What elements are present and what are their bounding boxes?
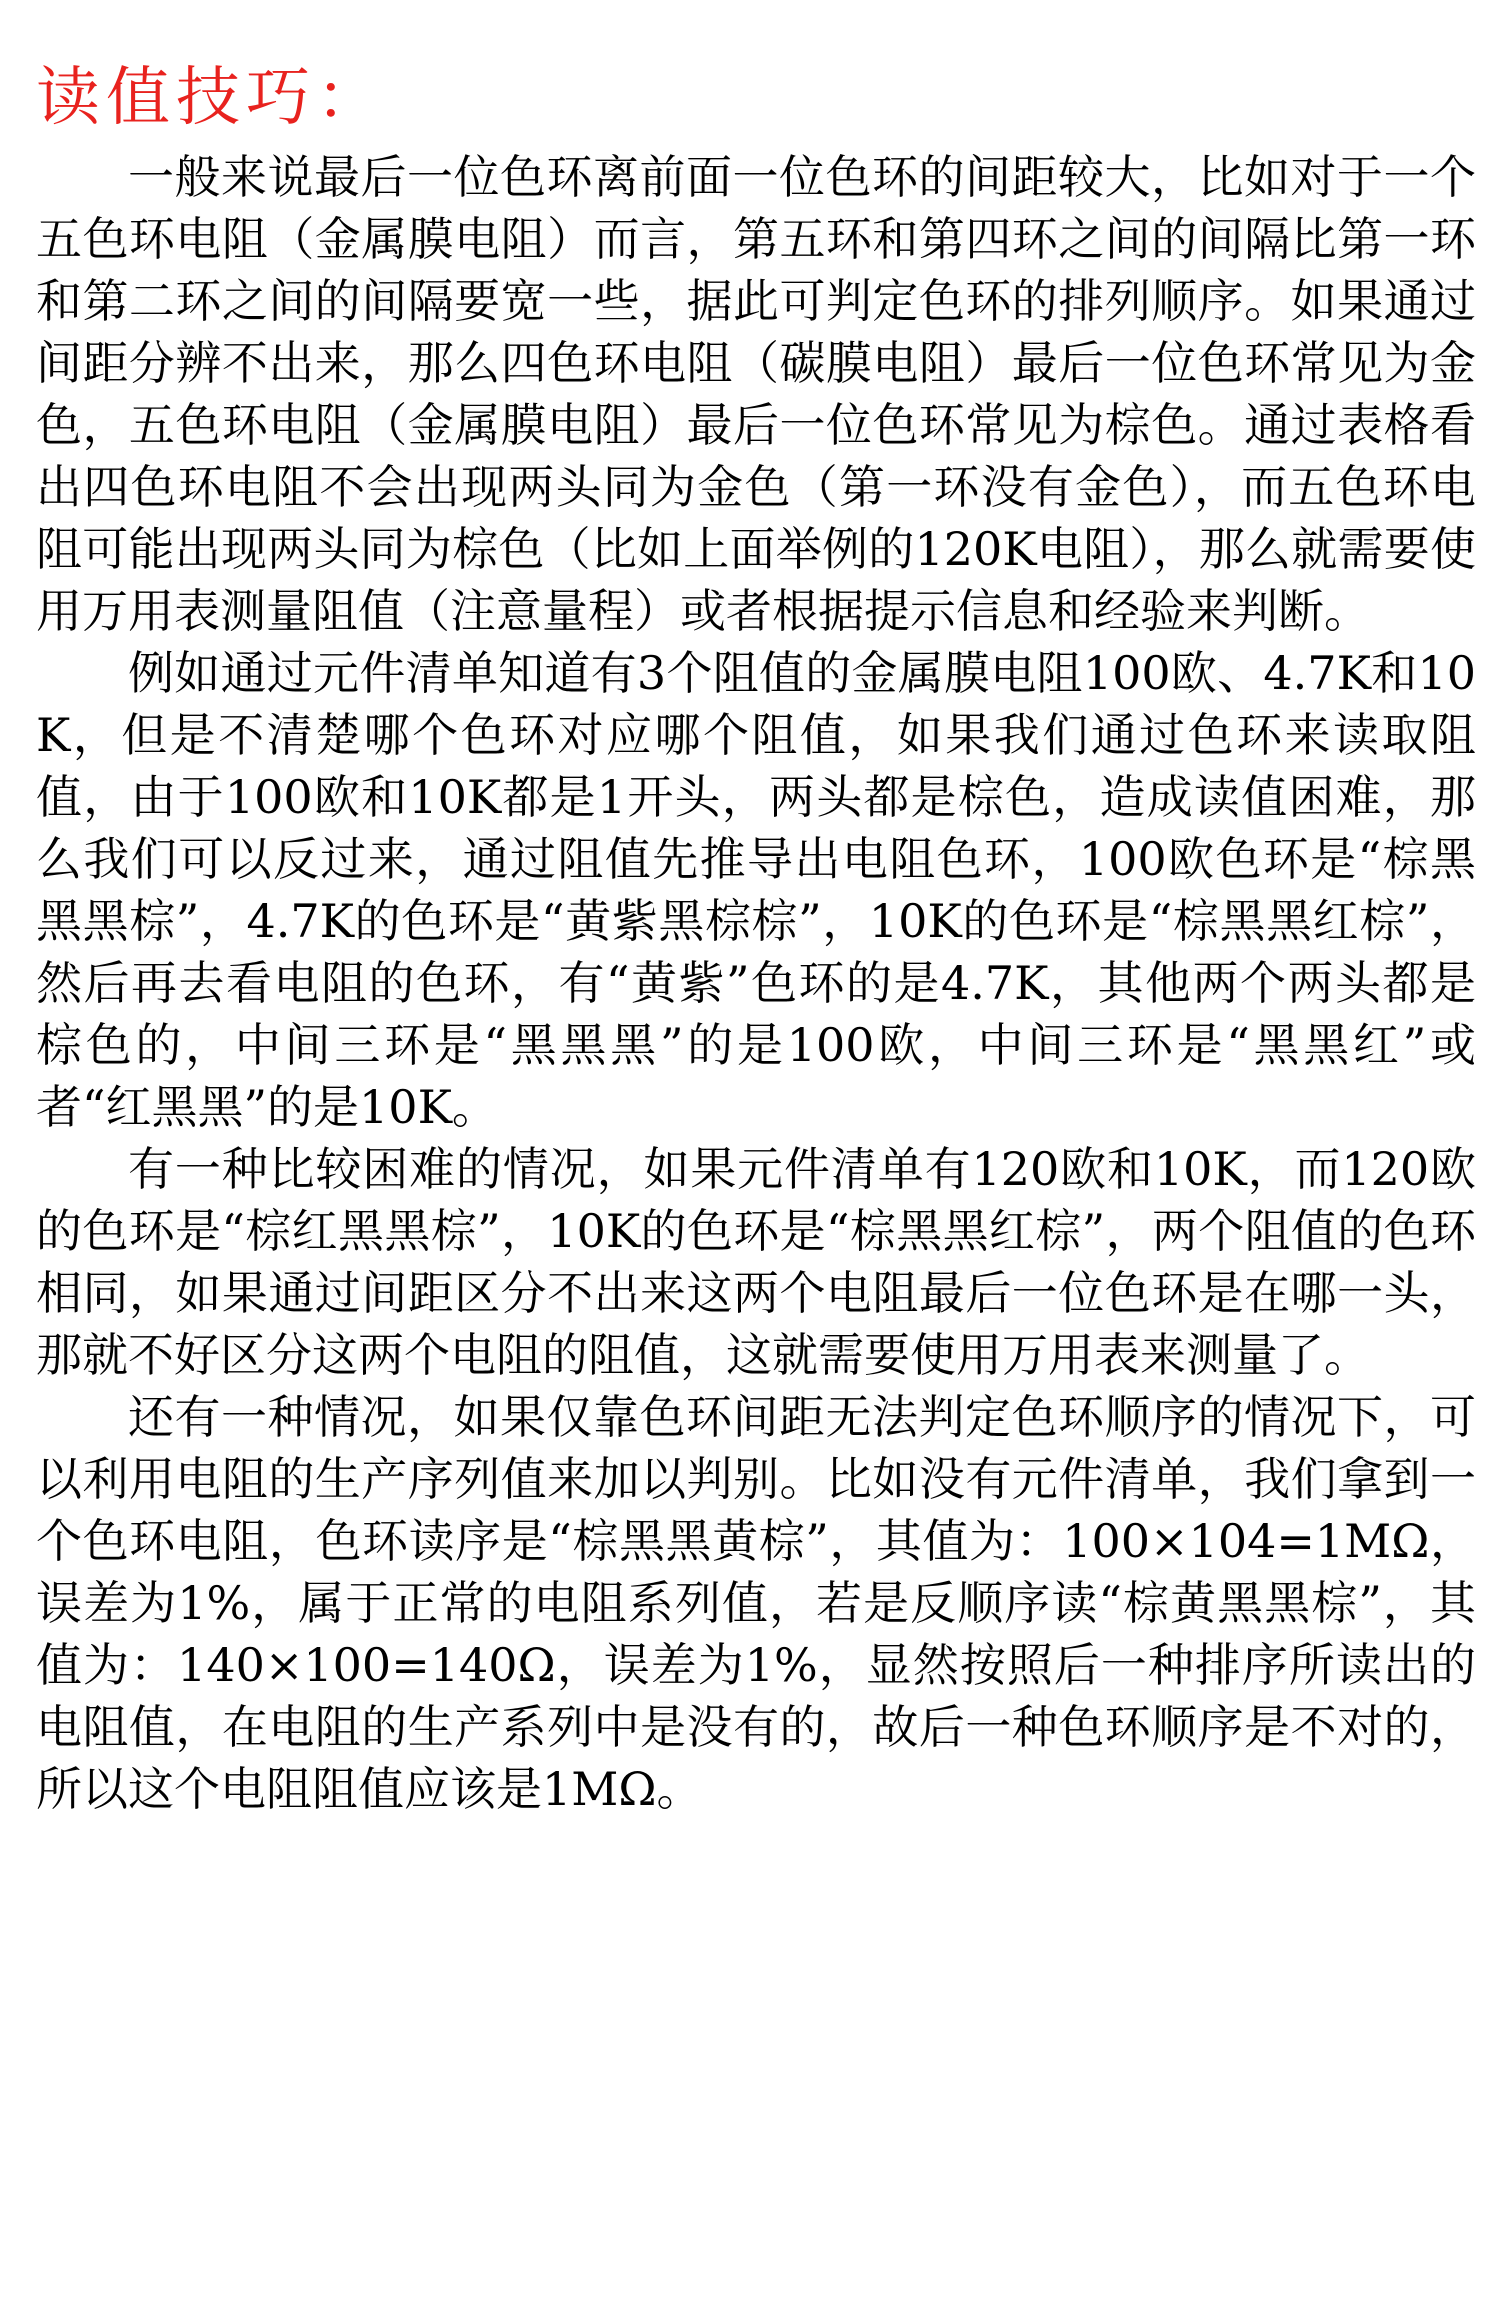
paragraph-1: 一般来说最后一位色环离前面一位色环的间距较大，比如对于一个五色环电阻（金属膜电阻）而言，第五环和第四环之间的间隔比第一环和第二环之间的间隔要宽一些，据此可判定色环的排列顺序。如果通过间距分辨不出来，那么四色环电阻（碳膜电阻）最后一位色环常见为金色，五色环电阻（金属膜电阻）最后一位色环常见为棕色。通过表格看出四色环电阻不会出现两头同为金色（第一环没有金色），而五色环电阻可能出现两头同为棕色（比如上面举例的120K电阻），那么就需要使用万用表测量阻值（注意量程）或者根据提示信息和经验来判断。 bbox=[36, 150, 1476, 638]
document-body bbox=[36, 56, 1476, 1820]
paragraph-4: 还有一种情况，如果仅靠色环间距无法判定色环顺序的情况下，可以利用电阻的生产序列值来加以判别。比如没有元件清单，我们拿到一个色环电阻，色环读序是“棕黑黑黄棕”，其值为：100×104=1MΩ，误差为1%，属于正常的电阻系列值，若是反顺序读“棕黄黑黑棕”，其值为：140×100=140Ω，误差为1%，显然按照后一种排序所读出的电阻值，在电阻的生产系列中是没有的，故后一种色环顺序是不对的，所以这个电阻阻值应该是1MΩ。 bbox=[36, 1390, 1476, 1816]
paragraph-3: 有一种比较困难的情况，如果元件清单有120欧和10K，而120欧的色环是“棕红黑黑棕”，10K的色环是“棕黑黑红棕”，两个阻值的色环相同，如果通过间距区分不出来这两个电阻最后一位色环是在哪一头，那就不好区分这两个电阻的阻值，这就需要使用万用表来测量了。 bbox=[36, 1142, 1476, 1382]
section-title: 读值技巧： bbox=[36, 61, 386, 135]
paragraph-2: 例如通过元件清单知道有3个阻值的金属膜电阻100欧、4.7K和10K，但是不清楚哪个色环对应哪个阻值，如果我们通过色环来读取阻值，由于100欧和10K都是1开头，两头都是棕色，造成读值困难，那么我们可以反过来，通过阻值先推导出电阻色环，100欧色环是“棕黑黑黑棕”，4.7K的色环是“黄紫黑棕棕”，10K的色环是“棕黑黑红棕”，然后再去看电阻的色环，有“黄紫”色环的是4.7K，其他两个两头都是棕色的，中间三环是“黑黑黑”的是100欧，中间三环是“黑黑红”或者“红黑黑”的是10K。 bbox=[36, 646, 1476, 1134]
